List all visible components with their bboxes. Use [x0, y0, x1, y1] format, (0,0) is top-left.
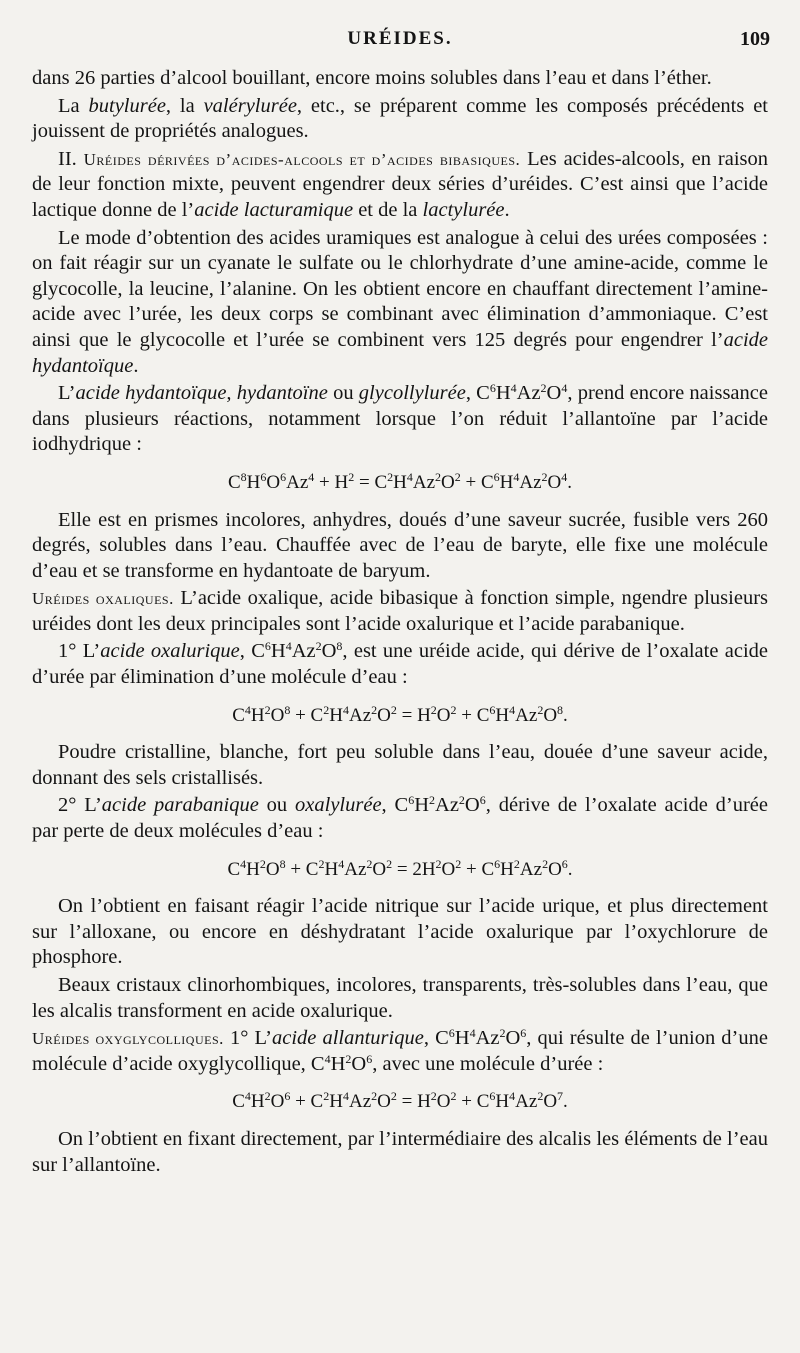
running-title: URÉIDES.: [347, 28, 453, 49]
text: O: [321, 640, 337, 663]
paragraph-6: Elle est en prismes incolores, anhydres, doués d’une saveur sucrée, fusible vers 260 degrés, solubles dans l’eau. Chauffée avec de l’eau de baryte, elle fixe une molécule d’eau et se transforme en hydantoate de baryum.: [32, 508, 768, 582]
page-body: [32, 66, 768, 1178]
f: 6: [489, 702, 496, 717]
f: 2: [435, 856, 442, 871]
subscript: 2: [429, 793, 436, 808]
text: L’: [58, 382, 76, 405]
f: .: [563, 1091, 568, 1113]
subscript: 4: [469, 1026, 476, 1041]
f: O: [377, 704, 391, 726]
text: , C: [423, 1027, 449, 1050]
f: C: [227, 858, 241, 880]
f: + C: [460, 471, 494, 493]
f: H: [329, 704, 343, 726]
f: 2: [348, 469, 355, 484]
paragraph-14: On l’obtient en fixant directement, par l’intermédiaire des alcalis les éléments de l’eau sur l’allantoïne.: [32, 1127, 768, 1176]
text: , avec une molécule d’urée :: [372, 1052, 604, 1075]
f: O: [441, 858, 456, 880]
f: H: [495, 704, 510, 726]
text: H: [414, 794, 430, 817]
term-acide-parabanique: acide parabanique: [101, 794, 259, 817]
text: Le mode d’obtention des acides uramiques est analogue à celui des urées composées : on fait réagir sur un cyanate le sulfate ou le chlorhydrate d’une amine-acide, comme le glycocolle, la leucine, l’alanine. On les obtient encore en chauffant directement l’amine-acide avec l’urée, les deux corps se combinant avec élimination d’ammoniaque. C’est ainsi que le glycocolle et l’urée se combinent vers 125 degrés pour engendrer l’: [32, 226, 768, 351]
text: H: [270, 640, 286, 663]
text: O: [464, 794, 480, 817]
text: , dérive de l’oxalate acide d’urée par perte de deux molécules d’eau :: [32, 794, 769, 843]
f: 2: [371, 1089, 378, 1104]
paragraph-8: [32, 639, 768, 690]
f: .: [567, 858, 573, 880]
text: Az: [291, 640, 316, 663]
paragraph-11: On l’obtient en faisant réagir l’acide nitrique sur l’acide urique, et plus directement sur l’alloxane, ou encore en déshydratant l’acide oxalurique par l’oxychlorure de phosphore.: [32, 895, 768, 969]
term-acide-allanturique: acide allanturique: [271, 1027, 424, 1050]
f: 4: [240, 856, 247, 871]
f: O: [270, 704, 285, 726]
paragraph-2: [32, 94, 768, 145]
f: 2: [390, 702, 397, 717]
f: + C: [285, 858, 319, 880]
paragraph-1: dans 26 parties d’alcool bouillant, encore moins solubles dans l’eau et dans l’éther.: [32, 67, 712, 89]
text: 1° L’: [58, 640, 101, 663]
text: O: [351, 1052, 367, 1075]
subscript: 6: [408, 793, 415, 808]
f: 4: [509, 1089, 516, 1104]
paragraph-9: Poudre cristalline, blanche, fort peu soluble dans l’eau, douée d’une saveur acide, donnant des sels cristallisés.: [32, 741, 768, 789]
text: H: [330, 1052, 346, 1075]
f: O: [436, 1091, 451, 1113]
f: O: [548, 858, 562, 880]
f: 4: [406, 469, 413, 484]
f: O: [543, 1091, 558, 1113]
f: O: [377, 1091, 391, 1113]
f: H: [500, 858, 514, 880]
section-heading: Uréides oxaliques.: [32, 589, 174, 609]
f: 2: [435, 469, 442, 484]
f: Az: [515, 1091, 538, 1113]
f: 2: [430, 702, 437, 717]
f: 2: [259, 856, 266, 871]
f: H: [250, 1091, 265, 1113]
f: 4: [342, 1089, 349, 1104]
formula-1: [32, 470, 768, 496]
text: La: [58, 94, 89, 117]
f: 6: [489, 1089, 496, 1104]
subscript: 6: [520, 1026, 527, 1041]
f: 6: [284, 1089, 291, 1104]
text: , est une uréide acide, qui dérive de l’oxalate acide d’urée par élimination d’une molécule d’eau :: [32, 640, 768, 689]
paragraph-7: [32, 586, 768, 637]
text: 2° L’: [58, 794, 102, 817]
f: Az: [519, 471, 542, 493]
text: H: [495, 382, 511, 405]
f: 6: [493, 469, 500, 484]
f: H: [246, 858, 260, 880]
f: C: [232, 704, 245, 726]
section-heading: Uréides dérivées d’acides-alcools et d’acides bibasiques.: [83, 149, 521, 169]
section-heading: Uréides oxyglycolliques.: [32, 1029, 224, 1049]
term-lactyluree: lactylurée: [422, 198, 505, 221]
f: 4: [244, 1089, 251, 1104]
f: 2: [366, 856, 373, 871]
subscript: 4: [324, 1051, 331, 1066]
text: , C: [465, 382, 490, 405]
f: 4: [561, 469, 568, 484]
f: H: [250, 704, 265, 726]
text: Az: [475, 1027, 500, 1050]
f: 6: [280, 469, 287, 484]
f: 2: [386, 856, 393, 871]
f: 6: [561, 856, 568, 871]
formula-2: [32, 703, 768, 729]
paragraph-10: [32, 793, 768, 844]
f: 8: [279, 856, 286, 871]
f: Az: [286, 471, 309, 493]
text: L’acide oxalique, acide bibasique à fonction simple, ngendre plusieurs uréides dont les deux principales sont l’acide oxalurique et l’acide parabanique.: [32, 587, 769, 635]
f: 4: [509, 702, 516, 717]
text: .: [133, 354, 139, 377]
f: + C: [456, 704, 490, 726]
subscript: 2: [345, 1051, 352, 1066]
f: + C: [290, 1091, 324, 1113]
paragraph-5: [32, 381, 768, 458]
f: 2: [318, 856, 325, 871]
text: , qui résulte de l’union d’une molécule d’acide oxyglycollique, C: [32, 1027, 768, 1075]
text: ou: [327, 382, 359, 405]
f: Az: [515, 704, 538, 726]
f: 2: [323, 1089, 330, 1104]
f: 2: [264, 1089, 271, 1104]
f: 4: [338, 856, 345, 871]
term-acide-oxalurique: acide oxalurique: [100, 640, 240, 663]
f: + C: [456, 1091, 490, 1113]
subscript: 2: [540, 381, 547, 396]
f: H: [393, 471, 407, 493]
f: Az: [412, 471, 436, 493]
term-oxalyluree: oxalylurée: [295, 794, 382, 817]
paragraph-12: Beaux cristaux clinorhombiques, incolores, transparents, très-solubles dans l’eau, que les alcalis transforment en acide oxalurique.: [32, 974, 768, 1022]
subscript: 6: [366, 1051, 373, 1066]
text: , la: [165, 94, 204, 117]
f: 2: [430, 1089, 437, 1104]
f: 4: [342, 702, 349, 717]
f: 2: [455, 856, 462, 871]
f: O: [547, 471, 562, 493]
f: O: [543, 704, 558, 726]
f: 8: [284, 702, 291, 717]
text: , C: [239, 640, 265, 663]
f: H: [495, 1091, 510, 1113]
f: = H: [396, 704, 431, 726]
subscript: 2: [315, 639, 322, 654]
subscript: 6: [264, 639, 271, 654]
paragraph-13: [32, 1026, 768, 1077]
f: O: [265, 858, 280, 880]
f: Az: [348, 1091, 372, 1113]
f: .: [567, 471, 573, 493]
f: 2: [264, 702, 271, 717]
f: = C: [354, 471, 388, 493]
text: Az: [435, 794, 459, 817]
f: C: [232, 1091, 245, 1113]
f: .: [563, 704, 568, 726]
text: O: [546, 382, 562, 405]
paragraph-section-ii: [32, 147, 768, 224]
term-butylurea: butylurée: [88, 94, 166, 117]
text: et de la: [353, 198, 423, 221]
subscript: 6: [489, 381, 496, 396]
text: 1° L’: [223, 1027, 272, 1050]
f: 6: [494, 856, 501, 871]
f: 4: [244, 702, 251, 717]
formula-4: [32, 1089, 768, 1115]
text: ou: [258, 794, 296, 817]
f: + H: [314, 471, 349, 493]
text: Les acides-alcools, en raison de leur fonction mixte, peuvent engendrer deux séries d’uréides. C’est ainsi que l’acide lactique donne de l’: [32, 147, 768, 221]
f: 2: [454, 469, 461, 484]
text: , C: [381, 794, 409, 817]
f: 4: [308, 469, 315, 484]
f: 2: [323, 702, 330, 717]
f: 2: [371, 702, 378, 717]
f: + C: [461, 858, 495, 880]
subscript: 2: [458, 793, 465, 808]
f: O: [266, 471, 281, 493]
subscript: 8: [336, 639, 343, 654]
f: = H: [396, 1091, 431, 1113]
f: + C: [290, 704, 324, 726]
term-acide-lacturamique: acide lacturamique: [194, 198, 354, 221]
text: H: [454, 1027, 470, 1050]
f: C: [227, 471, 241, 493]
subscript: 4: [285, 639, 292, 654]
running-header: [30, 28, 770, 58]
f: O: [441, 471, 455, 493]
f: 2: [450, 1089, 457, 1104]
f: 2: [542, 856, 549, 871]
term-hydantoine: acide hydantoïque, hydantoïne: [75, 382, 328, 405]
f: 6: [260, 469, 267, 484]
f: 4: [513, 469, 520, 484]
f: 2: [390, 1089, 397, 1104]
page-number: 109: [740, 28, 770, 50]
f: = 2H: [392, 858, 436, 880]
f: 8: [240, 469, 247, 484]
text: , prend encore naissance dans plusieurs réactions, notamment lorsque l’on réduit l’allantoïne par l’acide iodhydrique :: [32, 382, 768, 456]
f: O: [436, 704, 451, 726]
f: 7: [557, 1089, 564, 1104]
section-number: II.: [58, 147, 84, 170]
f: O: [372, 858, 387, 880]
f: H: [246, 471, 261, 493]
subscript: 6: [448, 1026, 455, 1041]
f: 2: [387, 469, 394, 484]
f: H: [499, 471, 514, 493]
f: 2: [537, 702, 544, 717]
f: 2: [513, 856, 520, 871]
subscript: 6: [479, 793, 486, 808]
text: O: [505, 1027, 521, 1050]
text: , etc., se préparent comme les composés précédents et jouissent de propriétés analogues.: [32, 94, 769, 143]
subscript: 4: [561, 381, 568, 396]
term-acide-hydantoique: acide hydantoïque: [32, 328, 768, 377]
f: H: [329, 1091, 343, 1113]
f: Az: [344, 858, 367, 880]
term-valerylurea: valérylurée: [203, 94, 297, 117]
f: 2: [450, 702, 457, 717]
formula-3: [32, 857, 768, 883]
text: .: [504, 198, 510, 221]
f: Az: [348, 704, 372, 726]
term-glycollyluree: glycollylurée: [358, 382, 466, 405]
f: Az: [519, 858, 543, 880]
f: 2: [541, 469, 548, 484]
f: 2: [537, 1089, 544, 1104]
subscript: 2: [499, 1026, 506, 1041]
f: H: [324, 858, 339, 880]
paragraph-4: [32, 226, 768, 380]
f: 8: [557, 702, 564, 717]
subscript: 4: [510, 381, 517, 396]
f: O: [270, 1091, 285, 1113]
text: Az: [516, 382, 541, 405]
